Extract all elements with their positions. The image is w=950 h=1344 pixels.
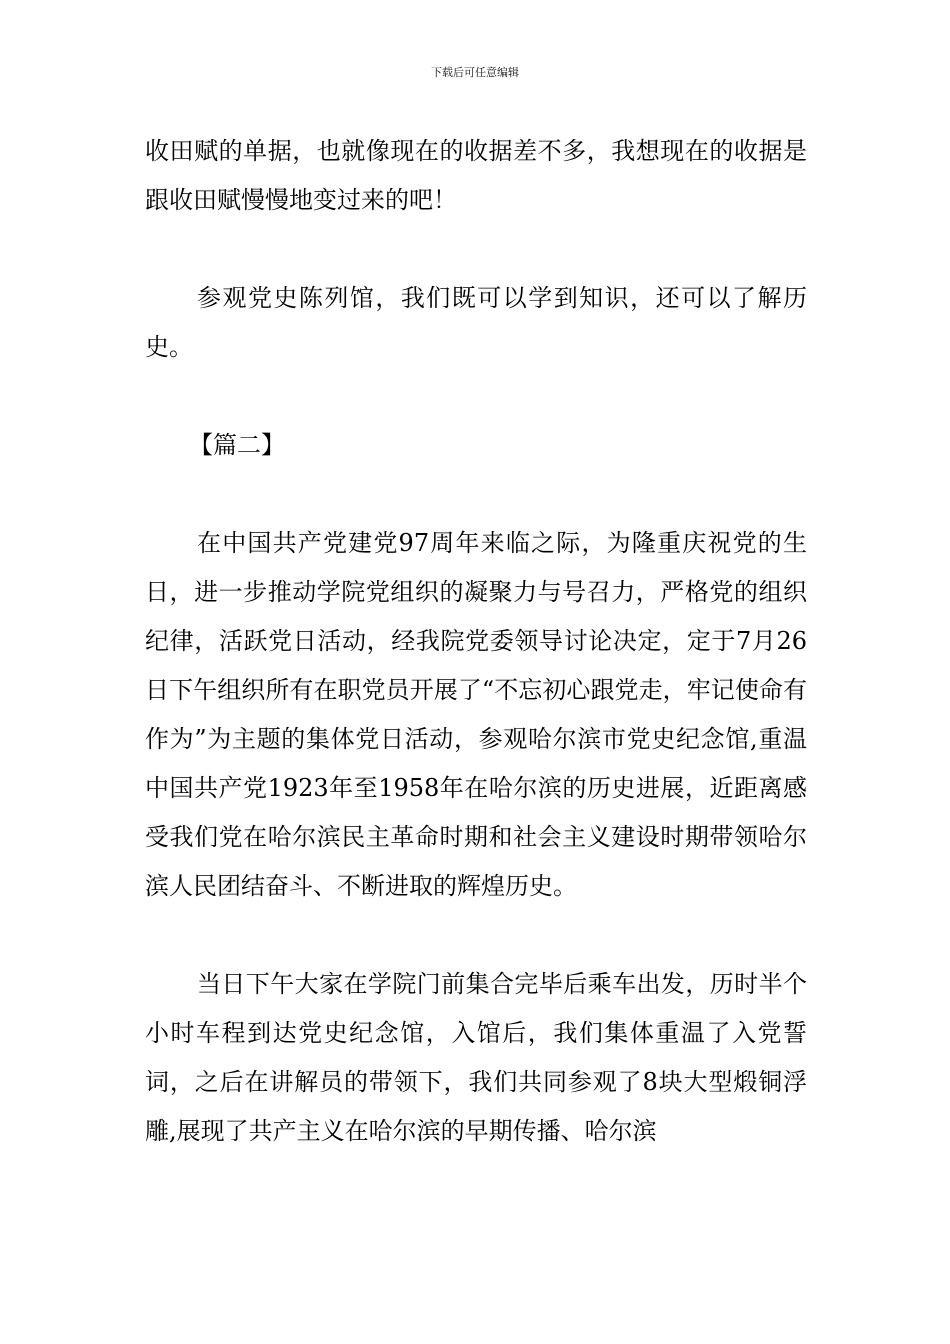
page-header: 下载后可任意编辑 [431,66,519,79]
paragraph-anniversary: 在中国共产党建党97周年来临之际，为隆重庆祝党的生日，进一步推动学院党组织的凝聚力与号召力，严格党的组织纪律，活跃党日活动，经我院党委领导讨论决定，定于7月26日下午组织所有在职党员开展了“不忘初心跟党走，牢记使命有作为”为主题的集体党日活动，参观哈尔滨市党史纪念馆,重温中国共产党1923年至1958年在哈尔滨的历史进展，近距离感受我们党在哈尔滨民主革命时期和社会主义建设时期带领哈尔滨人民团结奋斗、不断进取的辉煌历史。 [145,529,807,900]
paragraph-gap [145,372,807,421]
paragraph-visit: 当日下午大家在学院门前集合完毕后乘车出发，历时半个小时车程到达党史纪念馆，入馆后，我们集体重温了入党誓词，之后在讲解员的带领下，我们共同参观了8块大型煅铜浮雕,展现了共产主义在哈尔滨的早期传播、哈尔滨 [145,970,807,1145]
document-body [145,127,807,1156]
paragraph-continuation: 收田赋的单据，也就像现在的收据差不多，我想现在的收据是跟收田赋慢慢地变过来的吧！ [145,137,807,214]
paragraph-exhibition: 参观党史陈列馆，我们既可以学到知识，还可以了解历史。 [145,284,807,361]
section-heading: 【篇二】 [189,431,285,459]
paragraph-gap [145,225,807,274]
paragraph-gap [145,470,807,519]
paragraph-gap [145,911,807,960]
